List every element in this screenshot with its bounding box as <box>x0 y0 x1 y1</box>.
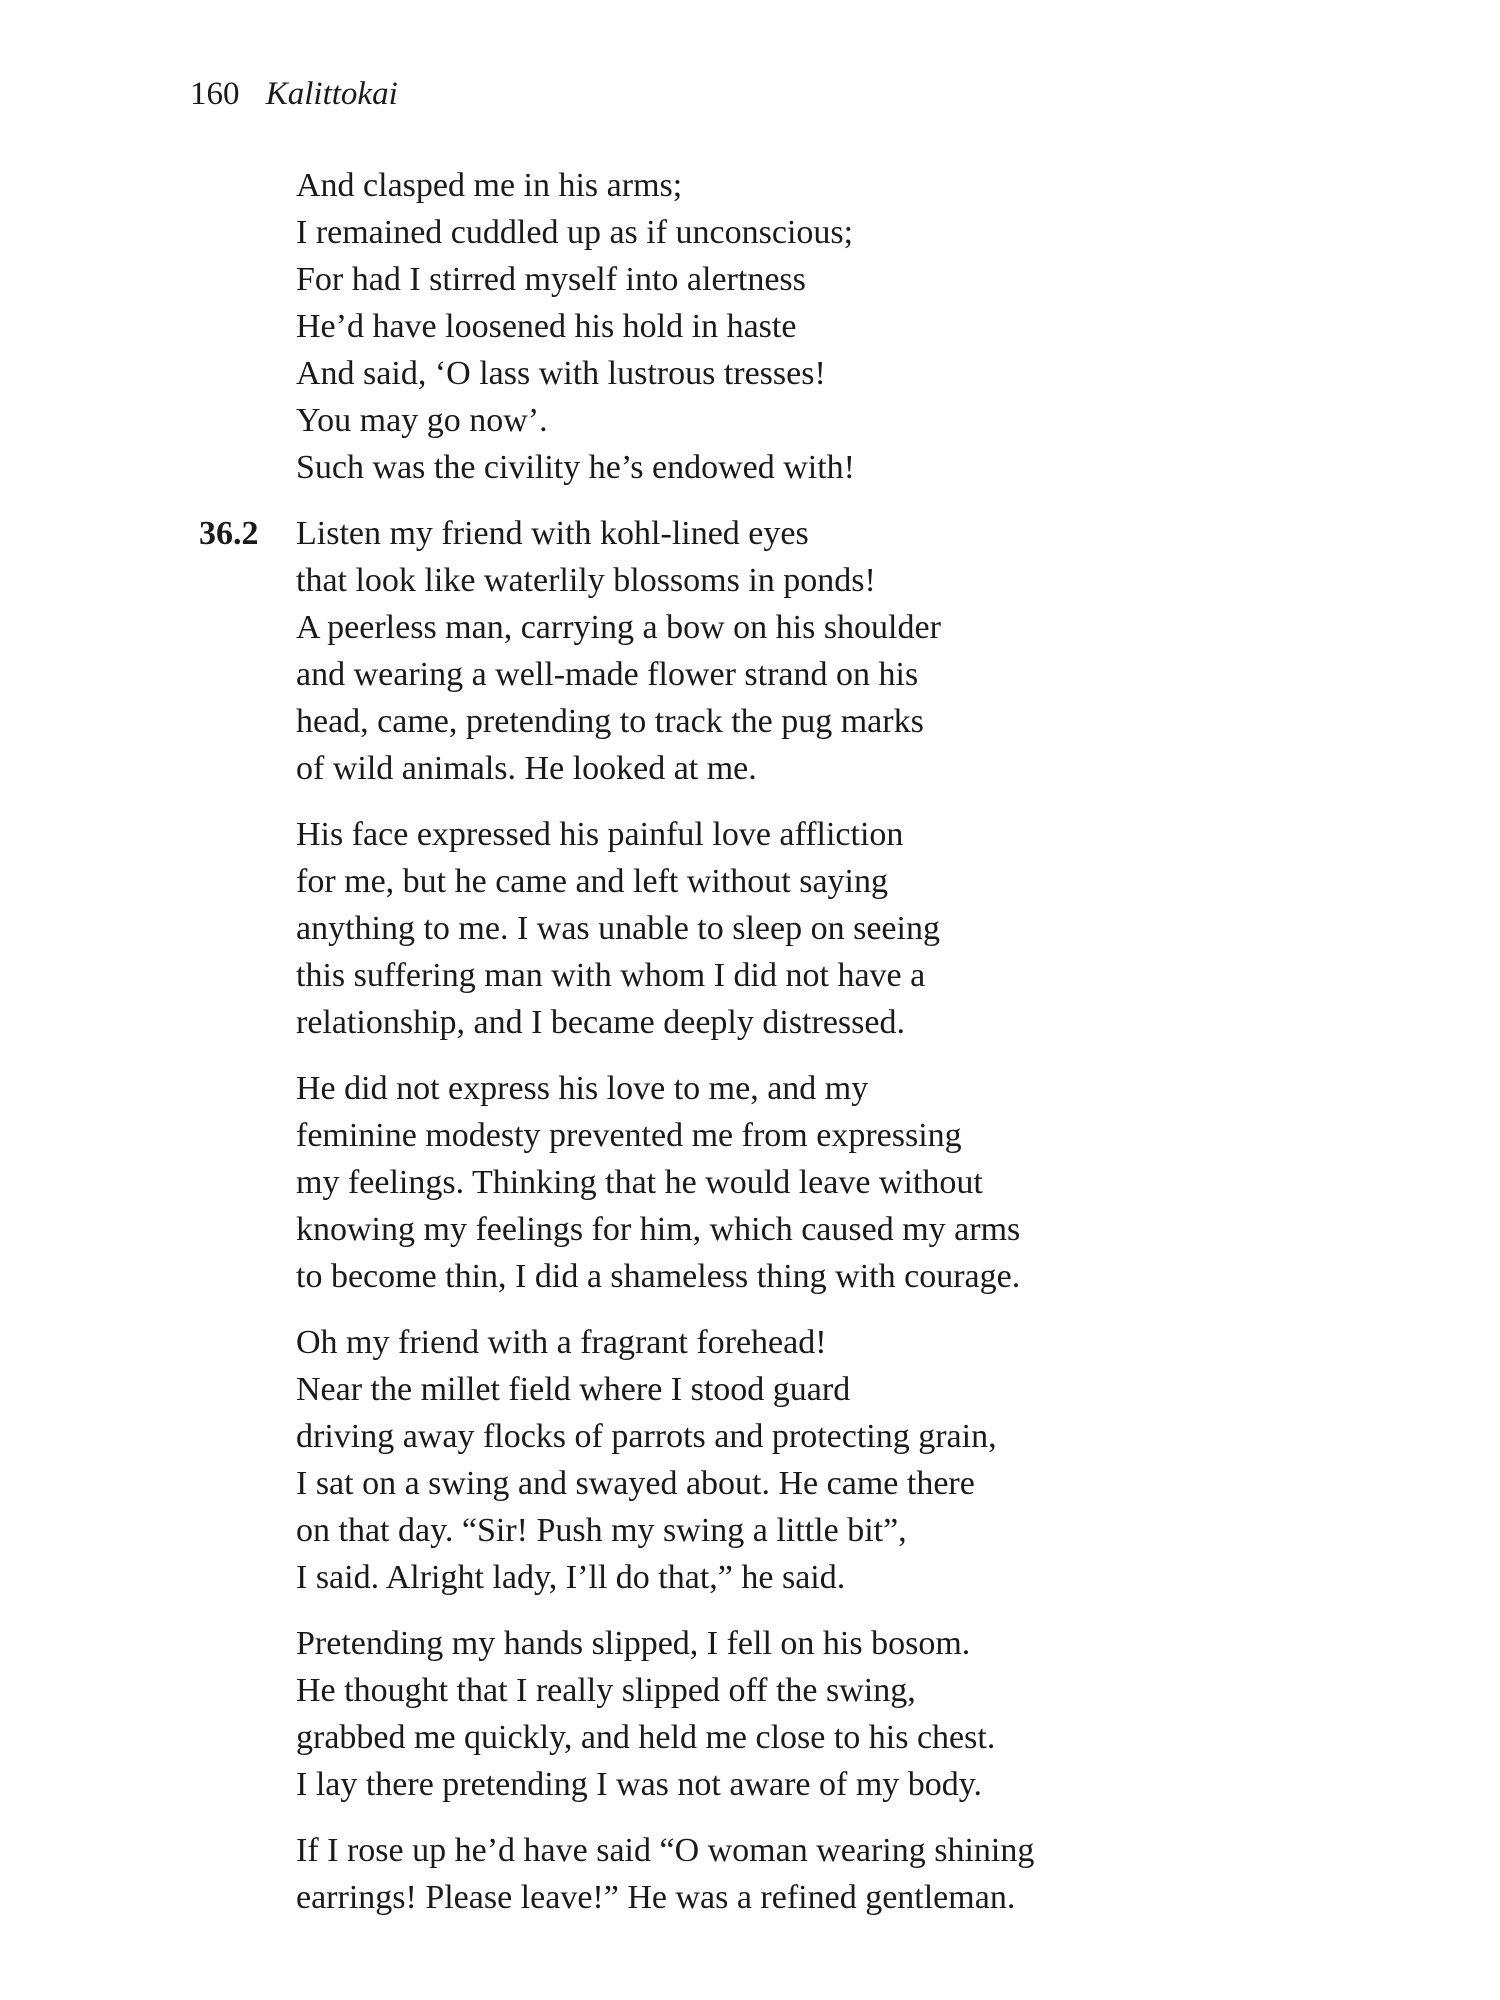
stanza <box>296 1319 1296 1601</box>
stanza <box>296 1827 1296 1921</box>
poem-content <box>199 162 1296 1940</box>
continuation-stanza <box>296 162 1296 491</box>
verse-line: And said, ‘O lass with lustrous tresses! <box>296 355 826 392</box>
verse-line: on that day. “Sir! Push my swing a little bit”, <box>296 1512 907 1549</box>
verse-line: He thought that I really slipped off the swing, <box>296 1672 916 1709</box>
verse-line: He’d have loosened his hold in haste <box>296 308 797 345</box>
verse-line: my feelings. Thinking that he would leave without <box>296 1164 983 1201</box>
verse-line: His face expressed his painful love affliction <box>296 816 904 853</box>
verse-line: for me, but he came and left without saying <box>296 863 888 900</box>
verse-line: relationship, and I became deeply distressed. <box>296 1004 905 1041</box>
running-head <box>190 74 398 114</box>
verse-line: If I rose up he’d have said “O woman wearing shining <box>296 1832 1035 1869</box>
verse-line: grabbed me quickly, and held me close to his chest. <box>296 1719 996 1756</box>
verse-line: You may go now’. <box>296 402 548 439</box>
verse-line: head, came, pretending to track the pug marks <box>296 703 924 740</box>
stanza <box>296 510 1296 792</box>
book-title: Kalittokai <box>265 76 398 112</box>
verse-line: For had I stirred myself into alertness <box>296 261 806 298</box>
verse-line: Listen my friend with kohl-lined eyes <box>296 515 809 552</box>
verse-line: this suffering man with whom I did not have a <box>296 957 926 994</box>
page-number: 160 <box>190 76 240 112</box>
verse-line: to become thin, I did a shameless thing with courage. <box>296 1258 1021 1295</box>
verse-line: and wearing a well-made flower strand on his <box>296 656 919 693</box>
section-36-2 <box>199 510 1296 1921</box>
stanza <box>296 811 1296 1046</box>
verse-line: Pretending my hands slipped, I fell on his bosom. <box>296 1625 971 1662</box>
verse-line: of wild animals. He looked at me. <box>296 750 757 787</box>
stanza <box>296 1065 1296 1300</box>
verse-line: And clasped me in his arms; <box>296 167 683 204</box>
verse-line: I said. Alright lady, I’ll do that,” he said. <box>296 1559 846 1596</box>
verse-line: Near the millet field where I stood guard <box>296 1371 851 1408</box>
verse-line: A peerless man, carrying a bow on his shoulder <box>296 609 941 646</box>
verse-line: I remained cuddled up as if unconscious; <box>296 214 854 251</box>
verse-line: He did not express his love to me, and my <box>296 1070 869 1107</box>
verse-line: driving away flocks of parrots and protecting grain, <box>296 1418 997 1455</box>
stanza <box>296 1620 1296 1808</box>
verse-line: I sat on a swing and swayed about. He came there <box>296 1465 975 1502</box>
verse-line: feminine modesty prevented me from expressing <box>296 1117 962 1154</box>
section-number: 36.2 <box>199 515 259 552</box>
verse-line: Such was the civility he’s endowed with! <box>296 449 856 486</box>
verse-line: anything to me. I was unable to sleep on seeing <box>296 910 940 947</box>
verse-line: I lay there pretending I was not aware of my body. <box>296 1766 983 1803</box>
verse-line: that look like waterlily blossoms in ponds! <box>296 562 876 599</box>
verse-line: knowing my feelings for him, which caused my arms <box>296 1211 1021 1248</box>
verse-line: Oh my friend with a fragrant forehead! <box>296 1324 827 1361</box>
verse-line: earrings! Please leave!” He was a refined gentleman. <box>296 1879 1016 1916</box>
